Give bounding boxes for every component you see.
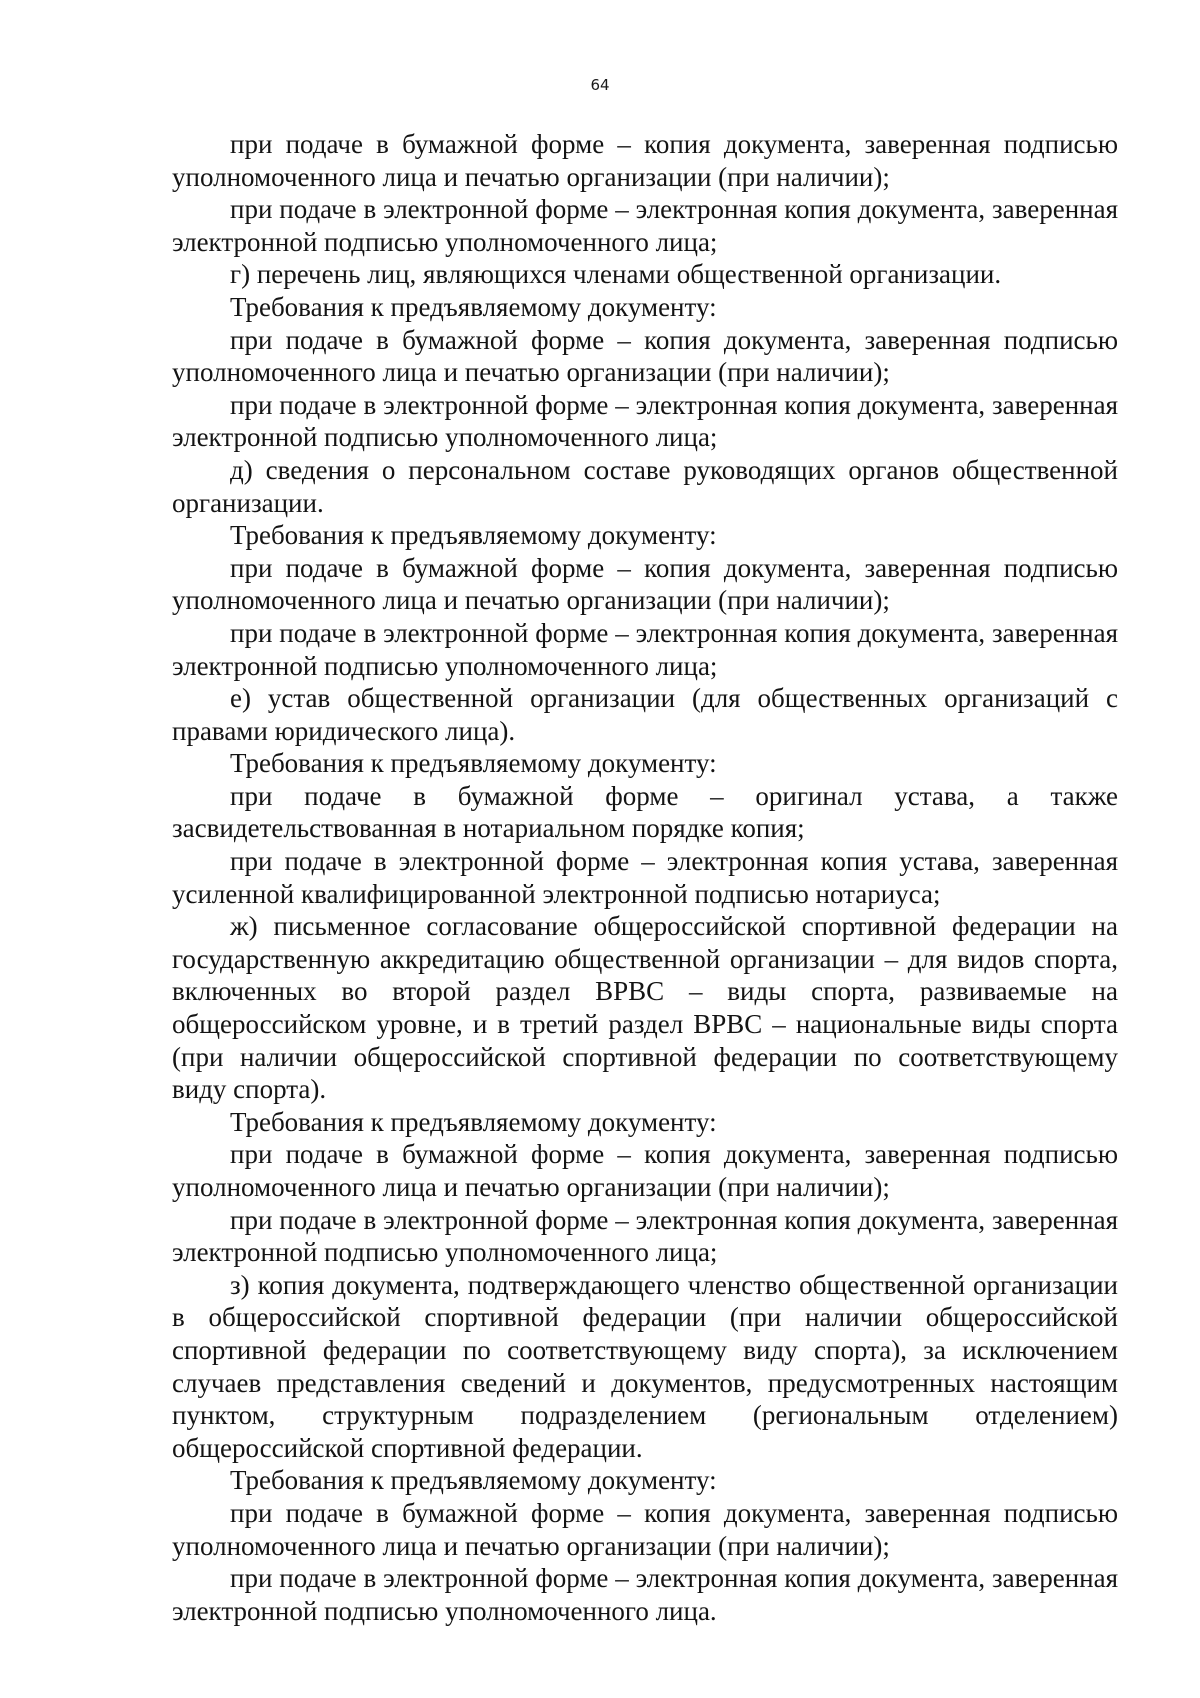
paragraph-paper-original-e: при подаче в бумажной форме – оригинал устава, а также засвидетельствованная в нотариальном порядке копия;: [172, 780, 1118, 844]
document-body: [172, 128, 1118, 1627]
paragraph-electronic-copy-zh: при подаче в электронной форме – электронная копия документа, заверенная электронной подписью уполномоченного лица;: [172, 1204, 1118, 1268]
paragraph-electronic-copy-d: при подаче в электронной форме – электронная копия документа, заверенная электронной подписью уполномоченного лица;: [172, 617, 1118, 681]
paragraph-paper-copy-g: при подаче в бумажной форме – копия документа, заверенная подписью уполномоченного лица и печатью организации (при наличии);: [172, 324, 1118, 388]
paragraph-item-d: д) сведения о персональном составе руководящих органов общественной организации.: [172, 454, 1118, 518]
page-number: 64: [590, 76, 610, 94]
paragraph-paper-copy-1: при подаче в бумажной форме – копия документа, заверенная подписью уполномоченного лица и печатью организации (при наличии);: [172, 129, 1118, 192]
paragraph-electronic-copy-z: при подаче в электронной форме – электронная копия документа, заверенная электронной подписью уполномоченного лица.: [172, 1563, 1118, 1626]
paragraph-item-e: е) устав общественной организации (для общественных организаций с правами юридического лица).: [172, 683, 1118, 746]
paragraph-item-g: г) перечень лиц, являющихся членами общественной организации.: [230, 259, 1002, 290]
paragraph-requirements-e: Требования к предъявляемому документу:: [230, 748, 717, 779]
paragraph-requirements-d: Требования к предъявляемому документу:: [230, 520, 717, 551]
paragraph-paper-copy-zh: при подаче в бумажной форме – копия документа, заверенная подписью уполномоченного лица и печатью организации (при наличии);: [172, 1139, 1118, 1202]
paragraph-electronic-copy-e: при подаче в электронной форме – электронная копия устава, заверенная усиленной квалифицированной электронной подписью нотариуса;: [172, 846, 1118, 909]
paragraph-item-zh: ж) письменное согласование общероссийской спортивной федерации на государственную аккредитацию общественной организации – для видов спорта, включенных во второй раздел ВРВС – виды спорта, развиваемые на общероссийском уровне, и в третий раздел ВРВС – национальные виды спорта (при наличии общероссийской спортивной федерации по соответствующему виду спорта).: [172, 911, 1118, 1105]
paragraph-requirements-z: Требования к предъявляемому документу:: [230, 1465, 717, 1496]
paragraph-paper-copy-z: при подаче в бумажной форме – копия документа, заверенная подписью уполномоченного лица и печатью организации (при наличии);: [172, 1497, 1118, 1561]
paragraph-requirements-zh: Требования к предъявляемому документу:: [230, 1106, 717, 1137]
paragraph-requirements-g: Требования к предъявляемому документу:: [230, 291, 717, 322]
paragraph-item-z: з) копия документа, подтверждающего членство общественной организации в общероссийской спортивной федерации (при наличии общероссийской спортивной федерации по соответствующему виду спорта), за исключением случаев представления сведений и документов, предусмотренных настоящим пунктом, структурным подразделением (региональным отделением) общероссийской спортивной федерации.: [172, 1269, 1118, 1463]
paragraph-electronic-copy-1: при подаче в электронной форме – электронная копия документа, заверенная электронной подписью уполномоченного лица;: [172, 194, 1118, 257]
paragraph-electronic-copy-g: при подаче в электронной форме – электронная копия документа, заверенная электронной подписью уполномоченного лица;: [172, 389, 1118, 453]
paragraph-paper-copy-d: при подаче в бумажной форме – копия документа, заверенная подписью уполномоченного лица и печатью организации (при наличии);: [172, 552, 1118, 616]
